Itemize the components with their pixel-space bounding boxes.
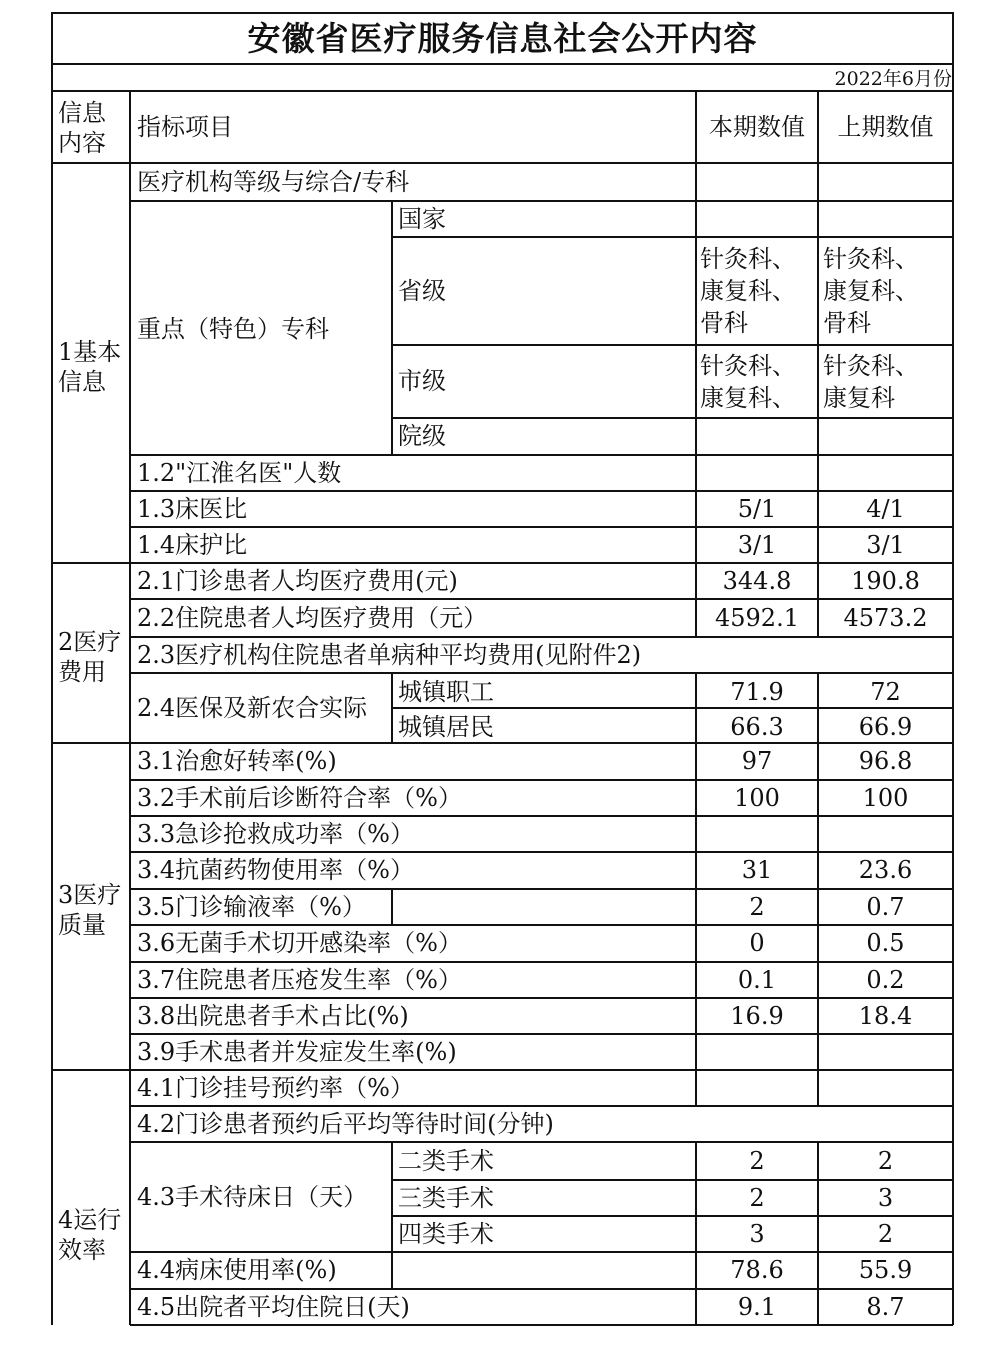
current-value: 2: [749, 892, 765, 921]
sub-indicator-label: 省级: [398, 276, 446, 305]
table-col-rule: [695, 816, 697, 852]
current-value: 2: [749, 1183, 765, 1212]
table-row-rule: [130, 1033, 953, 1035]
indicator-label: 4.4病床使用率(%): [137, 1256, 337, 1284]
indicator-label: 3.7住院患者压疮发生率（%）: [137, 965, 462, 994]
previous-value: 23.6: [858, 856, 913, 884]
indicator-label: 4.1门诊挂号预约率（%）: [137, 1073, 414, 1102]
table-col-rule: [695, 455, 697, 491]
previous-value: 0.7: [866, 892, 905, 921]
previous-value: 66.9: [858, 713, 913, 741]
table-row-rule: [130, 888, 953, 890]
current-value: 针灸科、 康复科、: [700, 351, 796, 412]
table-col-rule: [695, 1034, 697, 1070]
table-col-rule: [817, 1252, 819, 1289]
indicator-label: 1.2"江淮名医"人数: [137, 458, 342, 487]
table-row-rule: [130, 636, 953, 638]
indicator-label: 3.5门诊输液率（%）: [137, 892, 366, 921]
previous-value: 针灸科、 康复科、 骨科: [823, 245, 919, 337]
previous-value: 190.8: [851, 566, 920, 595]
sub-indicator-label: 二类手术: [398, 1146, 494, 1175]
table-row-rule: [52, 12, 953, 14]
table-col-rule: [129, 91, 131, 1325]
indicator-label: 2.1门诊患者人均医疗费用(元): [137, 566, 458, 595]
indicator-label: 4.3手术待床日（天）: [137, 1183, 368, 1211]
table-row-rule: [130, 598, 953, 600]
table-row-rule: [52, 63, 953, 65]
table-col-rule: [695, 852, 697, 889]
table-col-rule: [817, 889, 819, 925]
indicator-label: 3.2手术前后诊断符合率（%）: [137, 783, 462, 812]
table-row-rule: [130, 200, 953, 202]
sub-indicator-label: 城镇居民: [398, 713, 494, 741]
current-value: 97: [741, 747, 773, 775]
previous-value: 8.7: [866, 1292, 905, 1321]
previous-value: 针灸科、 康复科: [823, 351, 919, 412]
table-col-rule: [695, 491, 697, 527]
current-value: 5/1: [737, 494, 777, 523]
previous-value: 2: [877, 1219, 894, 1248]
current-value: 3/1: [737, 530, 777, 559]
sub-indicator-label: 国家: [398, 204, 446, 233]
indicator-label: 3.3急诊抢救成功率（%）: [137, 819, 414, 848]
current-value: 0.1: [737, 965, 777, 994]
table-row-rule: [130, 526, 953, 528]
table-col-rule: [817, 491, 819, 527]
indicator-label: 4.2门诊患者预约后平均等待时间(分钟): [137, 1109, 554, 1138]
header-item: 指标项目: [137, 113, 233, 141]
table-col-rule: [695, 780, 697, 816]
table-col-rule: [695, 743, 697, 780]
table-row-rule: [130, 1324, 953, 1326]
table-row-rule: [130, 562, 953, 564]
table-col-rule: [51, 12, 53, 1325]
indicator-label: 3.8出院患者手术占比(%): [137, 1001, 409, 1030]
table-row-rule: [392, 1215, 953, 1217]
table-col-rule: [817, 962, 819, 998]
current-value: 71.9: [730, 678, 784, 706]
current-value: 2: [749, 1146, 765, 1175]
table-row-rule: [130, 672, 953, 674]
table-col-rule: [391, 889, 393, 925]
indicator-label: 3.6无菌手术切开感染率（%）: [137, 929, 462, 957]
indicator-label: 重点（特色）专科: [137, 315, 329, 343]
table-row-rule: [52, 742, 130, 744]
indicator-label: 2.4医保及新农合实际: [137, 694, 368, 722]
table-col-rule: [695, 1252, 697, 1289]
table-row-rule: [130, 1069, 953, 1071]
indicator-label: 医疗机构等级与综合/专科: [137, 167, 410, 196]
current-value: 4592.1: [715, 603, 799, 632]
previous-value: 96.8: [858, 747, 913, 775]
table-col-rule: [952, 12, 954, 1325]
sub-indicator-label: 三类手术: [398, 1183, 494, 1212]
table-col-rule: [817, 1289, 819, 1325]
current-value: 344.8: [722, 566, 792, 595]
page-title: 安徽省医疗服务信息社会公开内容: [247, 19, 758, 58]
previous-value: 4/1: [866, 494, 905, 523]
previous-value: 55.9: [858, 1256, 913, 1284]
table-col-rule: [817, 925, 819, 962]
table-row-rule: [392, 344, 953, 346]
previous-value: 0.5: [866, 929, 905, 957]
table-col-rule: [817, 455, 819, 491]
previous-value: 72: [870, 678, 901, 706]
report-date: 2022年6月份: [834, 68, 952, 90]
table-row-rule: [392, 1179, 953, 1181]
table-col-rule: [391, 1252, 393, 1289]
table-col-rule: [695, 1289, 697, 1325]
table-row-rule: [52, 562, 130, 564]
table-col-rule: [817, 743, 819, 780]
table-row-rule: [130, 454, 953, 456]
previous-value: 2: [877, 1146, 894, 1175]
previous-value: 4573.2: [843, 603, 928, 632]
table-row-rule: [130, 851, 953, 853]
indicator-label: 2.3医疗机构住院患者单病种平均费用(见附件2): [137, 640, 642, 669]
section-label: 2医疗 费用: [58, 628, 122, 686]
table-col-rule: [695, 889, 697, 925]
indicator-label: 3.9手术患者并发症发生率(%): [137, 1037, 457, 1066]
table-col-rule: [695, 998, 697, 1034]
table-row-rule: [130, 779, 953, 781]
current-value: 78.6: [730, 1256, 784, 1284]
table-col-rule: [817, 163, 819, 201]
table-row-rule: [130, 924, 953, 926]
table-row-rule: [130, 1251, 953, 1253]
table-col-rule: [695, 1070, 697, 1106]
table-row-rule: [392, 236, 953, 238]
table-col-rule: [817, 998, 819, 1034]
current-value: 9.1: [737, 1292, 777, 1321]
header-previous: 上期数值: [837, 113, 934, 141]
table-col-rule: [817, 563, 819, 599]
section-label: 3医疗 质量: [58, 881, 122, 939]
table-col-rule: [817, 1070, 819, 1106]
table-row-rule: [130, 490, 953, 492]
table-col-rule: [817, 599, 819, 637]
table-col-rule: [695, 962, 697, 998]
sub-indicator-label: 城镇职工: [398, 678, 494, 706]
current-value: 针灸科、 康复科、 骨科: [700, 245, 796, 337]
previous-value: 0.2: [866, 965, 905, 994]
indicator-label: 3.1治愈好转率(%): [137, 747, 337, 775]
table-col-rule: [695, 163, 697, 201]
table-col-rule: [817, 1034, 819, 1070]
table-col-rule: [695, 527, 697, 563]
section-label: 1基本 信息: [58, 338, 122, 396]
previous-value: 18.4: [858, 1001, 913, 1030]
current-value: 3: [749, 1219, 765, 1248]
header-category: 信息 内容: [58, 99, 106, 157]
indicator-label: 3.4抗菌药物使用率（%）: [137, 856, 414, 884]
current-value: 31: [741, 856, 773, 884]
table-row-rule: [130, 997, 953, 999]
table-col-rule: [817, 780, 819, 816]
table-row-rule: [130, 961, 953, 963]
indicator-label: 2.2住院患者人均医疗费用（元）: [137, 603, 488, 632]
table-row-rule: [130, 1141, 953, 1143]
table-row-rule: [52, 1069, 130, 1071]
current-value: 16.9: [730, 1001, 784, 1030]
current-value: 66.3: [730, 713, 784, 741]
sub-indicator-label: 市级: [398, 367, 446, 395]
table-col-rule: [817, 527, 819, 563]
previous-value: 3/1: [866, 530, 905, 559]
table-row-rule: [392, 707, 953, 709]
current-value: 0: [749, 929, 765, 957]
table-row-rule: [130, 742, 953, 744]
current-value: 100: [734, 783, 780, 812]
table-col-rule: [817, 852, 819, 889]
indicator-label: 4.5出院者平均住院日(天): [137, 1292, 410, 1321]
sub-indicator-label: 院级: [398, 422, 446, 450]
table-col-rule: [695, 599, 697, 637]
table-col-rule: [695, 925, 697, 962]
previous-value: 3: [877, 1183, 894, 1212]
table-col-rule: [391, 1142, 393, 1252]
sub-indicator-label: 四类手术: [398, 1219, 494, 1248]
previous-value: 100: [862, 783, 909, 812]
table-col-rule: [695, 563, 697, 599]
header-current: 本期数值: [709, 113, 805, 141]
table-row-rule: [392, 417, 953, 419]
section-label: 4运行 效率: [58, 1206, 122, 1264]
table-col-rule: [817, 816, 819, 852]
table-row-rule: [130, 1288, 953, 1290]
table-row-rule: [130, 1105, 953, 1107]
indicator-label: 1.3床医比: [137, 494, 248, 523]
table-row-rule: [130, 815, 953, 817]
indicator-label: 1.4床护比: [137, 530, 248, 559]
